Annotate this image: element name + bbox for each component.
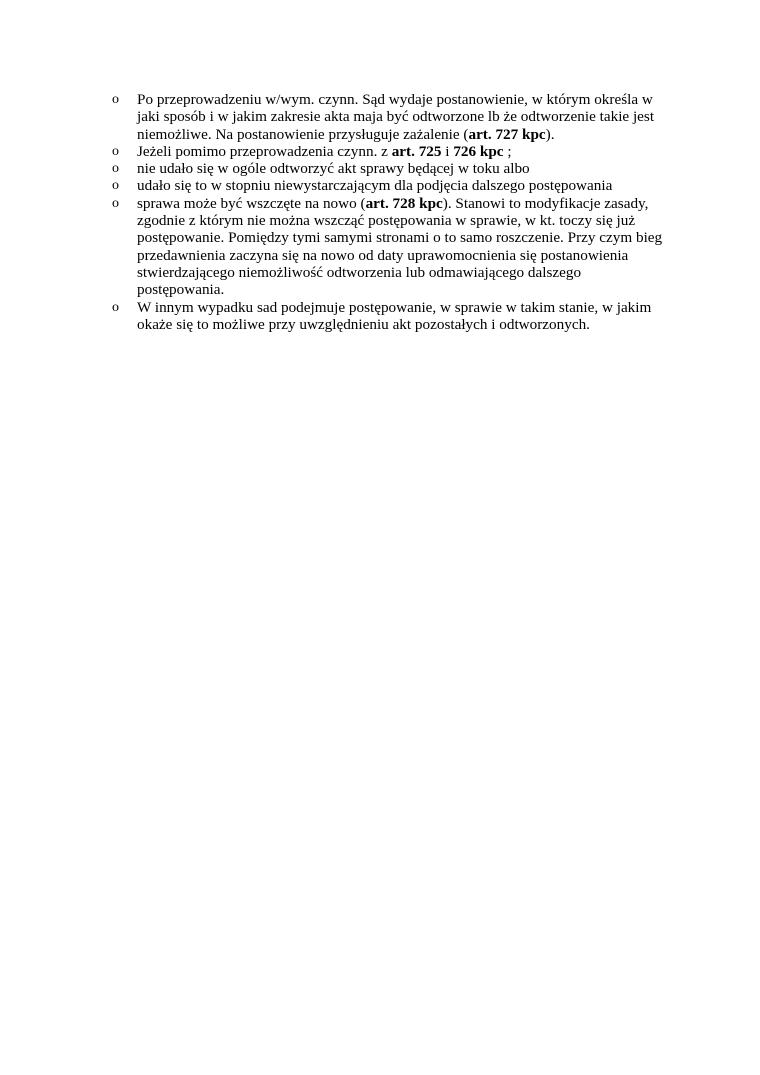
list-item (108, 299, 668, 334)
list-item (108, 177, 668, 194)
list-item-text: W innym wypadku sad podejmuje postępowanie, w sprawie w takim stanie, w jakim okaże się to możliwe przy uwzględnieniu akt pozostałych i odtworzonych. (137, 298, 652, 333)
statute-reference: 726 kpc (453, 142, 504, 160)
statute-reference: art. 725 (391, 142, 442, 160)
bullet-list (108, 91, 668, 333)
list-item (108, 160, 668, 177)
list-item (108, 91, 668, 143)
bullet-mark: o (112, 178, 119, 194)
bullet-mark: o (112, 143, 119, 159)
list-item (108, 195, 668, 299)
list-item-text: Jeżeli pomimo przeprowadzenia czynn. z art. 725 i 726 kpc ; (137, 142, 512, 160)
statute-reference: art. 728 kpc (365, 194, 443, 212)
bullet-mark: o (112, 161, 119, 177)
list-item-text: sprawa może być wszczęte na nowo (art. 728 kpc). Stanowi to modyfikacje zasady, zgodnie z którym nie można wszcząć postępowania w sprawie, w kt. toczy się już postępowanie. Pomiędzy tymi samymi stronami o to samo roszczenie. Przy czym bieg przedawnienia zaczyna się na nowo od daty uprawomocnienia się postanowienia stwierdzającego niemożliwość odtworzenia lub odmawiającego dalszego postępowania. (137, 194, 663, 299)
list-item (108, 143, 668, 160)
list-item-text: nie udało się w ogóle odtworzyć akt sprawy będącej w toku albo (137, 160, 530, 178)
list-item-text: Po przeprowadzeniu w/wym. czynn. Sąd wydaje postanowienie, w którym określa w jaki sposób i w jakim zakresie akta maja być odtworzone lb że odtworzenie takie jest niemożliwe. Na postanowienie przysługuje zażalenie (art. 727 kpc). (137, 91, 655, 143)
bullet-mark: o (112, 299, 119, 315)
bullet-mark: o (112, 92, 119, 107)
bullet-mark: o (112, 195, 119, 211)
statute-reference: art. 727 kpc (468, 125, 546, 143)
list-item-text: udało się to w stopniu niewystarczającym dla podjęcia dalszego postępowania (137, 177, 613, 195)
